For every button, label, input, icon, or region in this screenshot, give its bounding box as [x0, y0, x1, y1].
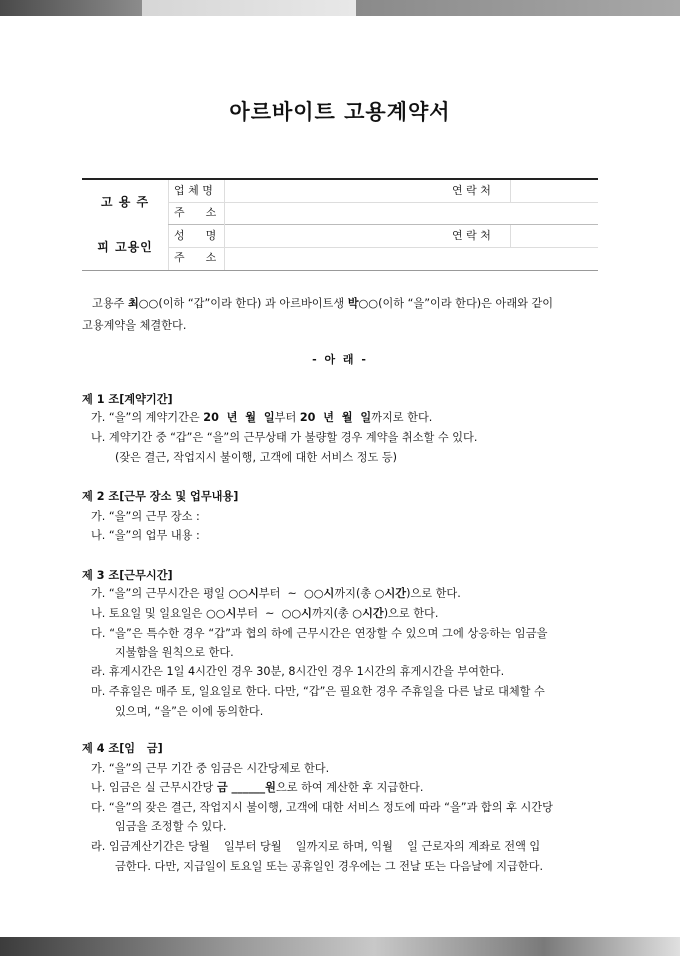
employer-contact-label: 연 락 처 — [452, 184, 491, 197]
start-date-field: 20 년 월 일 — [203, 411, 275, 424]
header-bar-segment — [356, 0, 680, 16]
employer-name: 최○○ — [127, 297, 159, 310]
article-4-item-na — [91, 778, 601, 797]
table-divider — [510, 225, 511, 247]
article-1-title: 제 1 조[계약기간] — [82, 393, 173, 406]
intro-text: 고용계약을 체결한다. — [82, 319, 187, 332]
article-2-item-ga: 가. “을”의 근무 장소 : — [91, 510, 200, 523]
article-3-item-ra: 라. 휴게시간은 1일 4시간인 경우 30분, 8시간인 경우 1시간의 휴게시간을 부여한다. — [91, 665, 505, 678]
clause-bold: 시간 — [362, 607, 384, 620]
footer-decor-bar — [0, 937, 680, 956]
article-3-item-ma: 마. 주휴일은 매주 토, 일요일로 한다. 다만, “갑”은 필요한 경우 주휴일을 다른 날로 대체할 수 — [91, 685, 545, 698]
employee-contact-field[interactable] — [512, 225, 598, 247]
clause-text: 까지(총 ○ — [334, 587, 385, 600]
clause-text: 까지로 한다. — [371, 411, 433, 424]
article-1-item-na-cont: (잦은 결근, 작업지시 불이행, 고객에 대한 서비스 정도 등) — [115, 451, 398, 464]
article-3-title: 제 3 조[근무시간] — [82, 569, 173, 582]
article-2-item-na: 나. “을”의 업무 내용 : — [91, 529, 200, 542]
clause-bold: 시간 — [384, 587, 407, 600]
article-4-title: 제 4 조[임 금] — [82, 742, 163, 755]
clause-bold: 시 — [301, 607, 312, 620]
clause-text: 부터 — [274, 411, 300, 424]
clause-text: )으로 한다. — [383, 607, 439, 620]
article-1-item-na: 나. 계약기간 중 “갑”은 “을”의 근무상태 가 불량할 경우 계약을 취소할 수 있다. — [91, 431, 478, 444]
document-title: 아르바이트 고용계약서 — [229, 100, 451, 124]
table-row — [168, 225, 598, 248]
party-info-table — [82, 178, 598, 271]
employee-name-label: 성 명 — [174, 229, 217, 242]
header-decor-bar — [0, 0, 680, 16]
employee-name: 박○○ — [347, 297, 379, 310]
article-4-item-ga: 가. “을”의 근무 기간 중 임금은 시간당제로 한다. — [91, 762, 330, 775]
hourly-wage-field: 금 ______원 — [216, 781, 276, 794]
clause-bold: 시 — [323, 587, 335, 600]
header-bar-segment — [0, 0, 142, 16]
employer-group-label: 고 용 주 — [100, 195, 150, 209]
clause-text: )으로 한다. — [406, 587, 461, 600]
employee-contact-label: 연 락 처 — [452, 229, 491, 242]
employer-address-field[interactable] — [234, 202, 594, 224]
clause-text: 부터 ~ ○○ — [236, 607, 302, 620]
article-3-item-ga — [91, 584, 601, 603]
clause-text: 가. “을”의 근무시간은 평일 ○○ — [91, 587, 248, 600]
article-1-item-ga — [91, 408, 601, 427]
end-date-field: 20 년 월 일 — [299, 411, 372, 424]
intro-text: (이하 “을”이라 한다)은 아래와 같이 — [378, 297, 554, 310]
table-row — [168, 247, 598, 269]
article-3-item-ma-cont: 있으며, “을”은 이에 동의한다. — [115, 705, 264, 718]
clause-bold: 시 — [247, 587, 259, 600]
employee-address-label: 주 소 — [174, 251, 217, 264]
article-2-title: 제 2 조[근무 장소 및 업무내용] — [82, 490, 239, 503]
clause-text: 나. 임금은 실 근무시간당 — [91, 781, 217, 794]
clause-text: 부터 ~ ○○ — [258, 587, 324, 600]
clause-text: 으로 하여 계산한 후 지급한다. — [275, 781, 424, 794]
article-3-item-na — [91, 604, 601, 623]
employee-address-field[interactable] — [234, 247, 594, 269]
employee-group-label: 피 고용인 — [97, 240, 153, 254]
article-4-item-ra-cont: 금한다. 다만, 지급일이 토요일 또는 공휴일인 경우에는 그 전날 또는 다음날에 지급한다. — [115, 860, 544, 873]
article-4-item-da-cont: 임금을 조정할 수 있다. — [115, 820, 227, 833]
article-4-item-da: 다. “을”의 잦은 결근, 작업지시 불이행, 고객에 대한 서비스 정도에 따라 “을”과 합의 후 시간당 — [91, 801, 553, 814]
article-4-item-ra: 라. 임금계산기간은 당월 일부터 당월 일까지로 하며, 익월 일 근로자의 계좌로 전액 입 — [91, 840, 541, 853]
contract-intro — [82, 293, 598, 337]
article-3-item-da-cont: 지불함을 원칙으로 한다. — [115, 646, 234, 659]
business-name-label: 업 체 명 — [174, 184, 213, 197]
employer-contact-field[interactable] — [512, 180, 598, 202]
table-row — [168, 202, 598, 225]
clause-bold: 시 — [225, 607, 237, 620]
business-name-field[interactable] — [234, 180, 434, 202]
clause-text: 가. “을”의 계약기간은 — [91, 411, 204, 424]
employee-name-field[interactable] — [234, 225, 434, 247]
article-3-item-da: 다. “을”은 특수한 경우 “갑”과 협의 하에 근무시간은 연장할 수 있으며 그에 상응하는 임금을 — [91, 627, 548, 640]
employer-address-label: 주 소 — [174, 206, 217, 219]
table-divider — [224, 180, 225, 270]
clause-text: 나. 토요일 및 일요일은 ○○ — [91, 607, 226, 620]
intro-text: 고용주 — [92, 297, 128, 310]
clause-text: 까지(총 ○ — [311, 607, 363, 620]
table-row — [168, 180, 598, 203]
intro-text: (이하 “갑”이라 한다) 과 아르바이트생 — [158, 297, 348, 310]
table-divider — [510, 180, 511, 202]
are-heading: - 아 래 - — [312, 353, 368, 366]
header-bar-segment — [142, 0, 356, 16]
